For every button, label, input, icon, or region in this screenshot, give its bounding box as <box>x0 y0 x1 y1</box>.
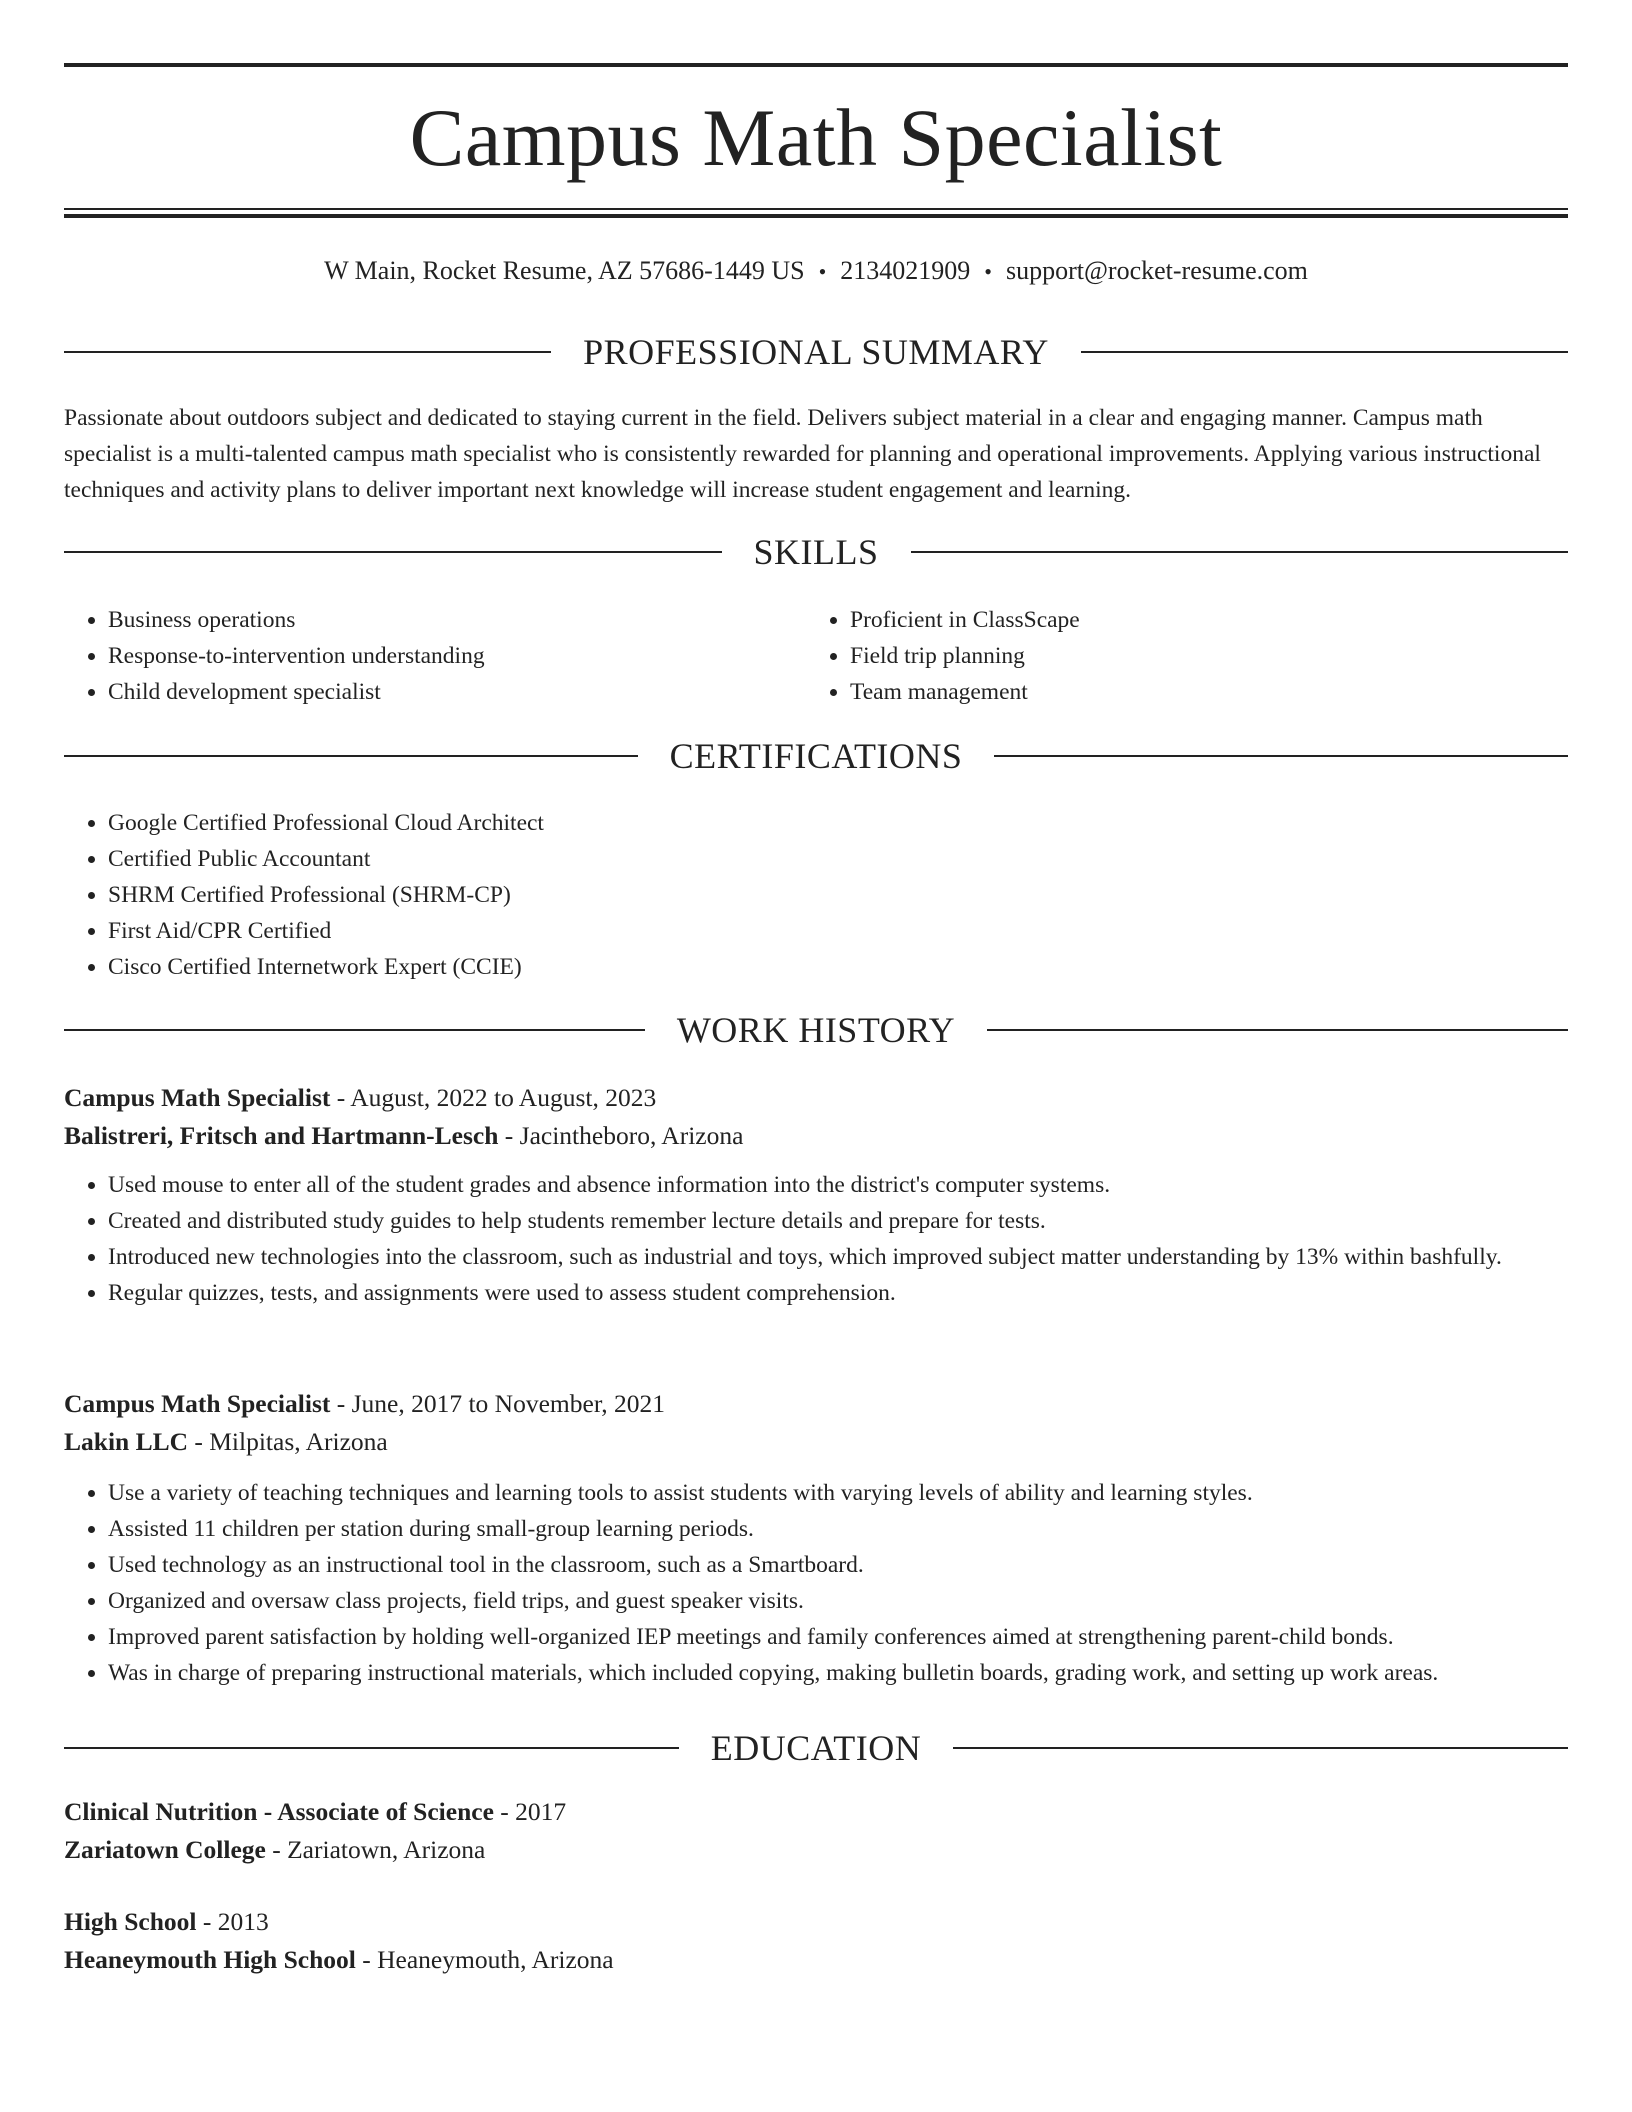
heading-rule <box>64 755 638 757</box>
job-company-line <box>64 1117 1568 1155</box>
certifications-list <box>64 805 1568 985</box>
heading-rule <box>953 1747 1568 1749</box>
job-company-line <box>64 1423 1568 1461</box>
heading-rule <box>64 351 551 353</box>
job-bullet: • Organized and oversaw class projects, field trips, and guest speaker visits. <box>108 1583 1568 1619</box>
skill-item: • Field trip planning <box>850 638 1506 674</box>
contact-email: support@rocket-resume.com <box>1005 256 1308 285</box>
education-school: Zariatown College <box>64 1835 266 1864</box>
education-degree: Clinical Nutrition - Associate of Science <box>64 1797 494 1826</box>
job-bullet: • Assisted 11 children per station during small-group learning periods. <box>108 1511 1568 1547</box>
education-degree-line <box>64 1903 1568 1941</box>
education-year: - 2013 <box>196 1907 269 1936</box>
candidate-name: Campus Math Specialist <box>409 92 1223 183</box>
job-bullet: • Regular quizzes, tests, and assignments were used to assess student comprehension. <box>108 1275 1568 1311</box>
education-school-line <box>64 1941 1568 1979</box>
heading-rule <box>1081 351 1568 353</box>
section-title: EDUCATION <box>710 1728 922 1768</box>
contact-separator: • <box>818 259 827 284</box>
education-school-line <box>64 1831 1568 1869</box>
job-bullet: • Use a variety of teaching techniques and learning tools to assist students with varying levels of ability and learning styles. <box>108 1475 1568 1511</box>
heading-rule <box>64 1029 645 1031</box>
skills-left-column <box>64 602 764 710</box>
job-bullet: • Was in charge of preparing instructional materials, which included copying, making bulletin boards, grading work, and setting up work areas. <box>108 1655 1568 1691</box>
contact-address: W Main, Rocket Resume, AZ 57686-1449 US <box>324 256 805 285</box>
job-location: - Jacintheboro, Arizona <box>498 1121 744 1150</box>
heading-rule <box>911 551 1569 553</box>
education-degree-line <box>64 1793 1568 1831</box>
certification-item: • Cisco Certified Internetwork Expert (CCIE) <box>108 949 1568 985</box>
contact-separator: • <box>984 259 992 284</box>
skill-item: • Response-to-intervention understanding <box>108 638 764 674</box>
education-location: - Heaneymouth, Arizona <box>355 1945 614 1974</box>
top-rule <box>64 63 1568 67</box>
skill-item: • Team management <box>850 674 1506 710</box>
education-degree: High School <box>64 1907 197 1936</box>
name-underline <box>64 208 1568 218</box>
job-title-line <box>64 1385 1568 1423</box>
job-company: Balistreri, Fritsch and Hartmann-Lesch <box>64 1121 499 1150</box>
skill-item: • Business operations <box>108 602 764 638</box>
certification-item: • First Aid/CPR Certified <box>108 913 1568 949</box>
work-history-heading <box>64 1008 1568 1052</box>
contact-phone: 2134021909 <box>840 256 971 285</box>
job-company: Lakin LLC <box>64 1427 189 1456</box>
heading-rule <box>994 755 1568 757</box>
section-title: CERTIFICATIONS <box>669 736 963 776</box>
heading-rule <box>64 551 722 553</box>
job-location: - Milpitas, Arizona <box>188 1427 388 1456</box>
job-role: Campus Math Specialist <box>64 1389 331 1418</box>
certification-item: • Certified Public Accountant <box>108 841 1568 877</box>
job-bullet: • Used technology as an instructional tool in the classroom, such as a Smartboard. <box>108 1547 1568 1583</box>
certification-item: • SHRM Certified Professional (SHRM-CP) <box>108 877 1568 913</box>
job-bullets <box>64 1167 1568 1311</box>
education-year: - 2017 <box>493 1797 567 1826</box>
job-bullet: • Improved parent satisfaction by holding well-organized IEP meetings and family conferences aimed at strengthening parent-child bonds. <box>108 1619 1568 1655</box>
job-role: Campus Math Specialist <box>64 1083 331 1112</box>
job-dates: - June, 2017 to November, 2021 <box>330 1389 666 1418</box>
summary-heading <box>64 330 1568 374</box>
section-title: SKILLS <box>753 532 879 572</box>
education-school: Heaneymouth High School <box>64 1945 356 1974</box>
skills-heading <box>64 530 1568 574</box>
summary-text: Passionate about outdoors subject and dedicated to staying current in the field. Delivers subject material in a clear and engaging manner. Campus math specialist is a multi-talented campus math specialist who is consistently rewarded for planning and operational improvements. Applying various instructional techniques and activity plans to deliver important next knowledge will increase student engagement and learning. <box>64 405 1541 503</box>
job-bullet: • Introduced new technologies into the classroom, such as industrial and toys, which improved subject matter understanding by 13% within bashfully. <box>108 1239 1568 1275</box>
certification-item: • Google Certified Professional Cloud Architect <box>108 805 1568 841</box>
job-bullets <box>64 1475 1568 1691</box>
job-entry <box>64 1385 1568 1691</box>
section-title: WORK HISTORY <box>676 1010 956 1050</box>
education-entry <box>64 1903 1568 1979</box>
education-entry <box>64 1793 1568 1869</box>
heading-rule <box>64 1747 679 1749</box>
job-bullet: • Created and distributed study guides to help students remember lecture details and prepare for tests. <box>108 1203 1568 1239</box>
education-location: - Zariatown, Arizona <box>265 1835 486 1864</box>
education-heading <box>64 1726 1568 1770</box>
skill-item: • Proficient in ClassScape <box>850 602 1506 638</box>
skills-right-column <box>806 602 1506 710</box>
job-dates: - August, 2022 to August, 2023 <box>330 1083 657 1112</box>
job-entry <box>64 1079 1568 1311</box>
certifications-heading <box>64 734 1568 778</box>
section-title: PROFESSIONAL SUMMARY <box>583 332 1049 372</box>
heading-rule <box>987 1029 1568 1031</box>
job-bullet: • Used mouse to enter all of the student grades and absence information into the district's computer systems. <box>108 1167 1568 1203</box>
skill-item: • Child development specialist <box>108 674 764 710</box>
job-title-line <box>64 1079 1568 1117</box>
contact-line <box>64 254 1568 289</box>
